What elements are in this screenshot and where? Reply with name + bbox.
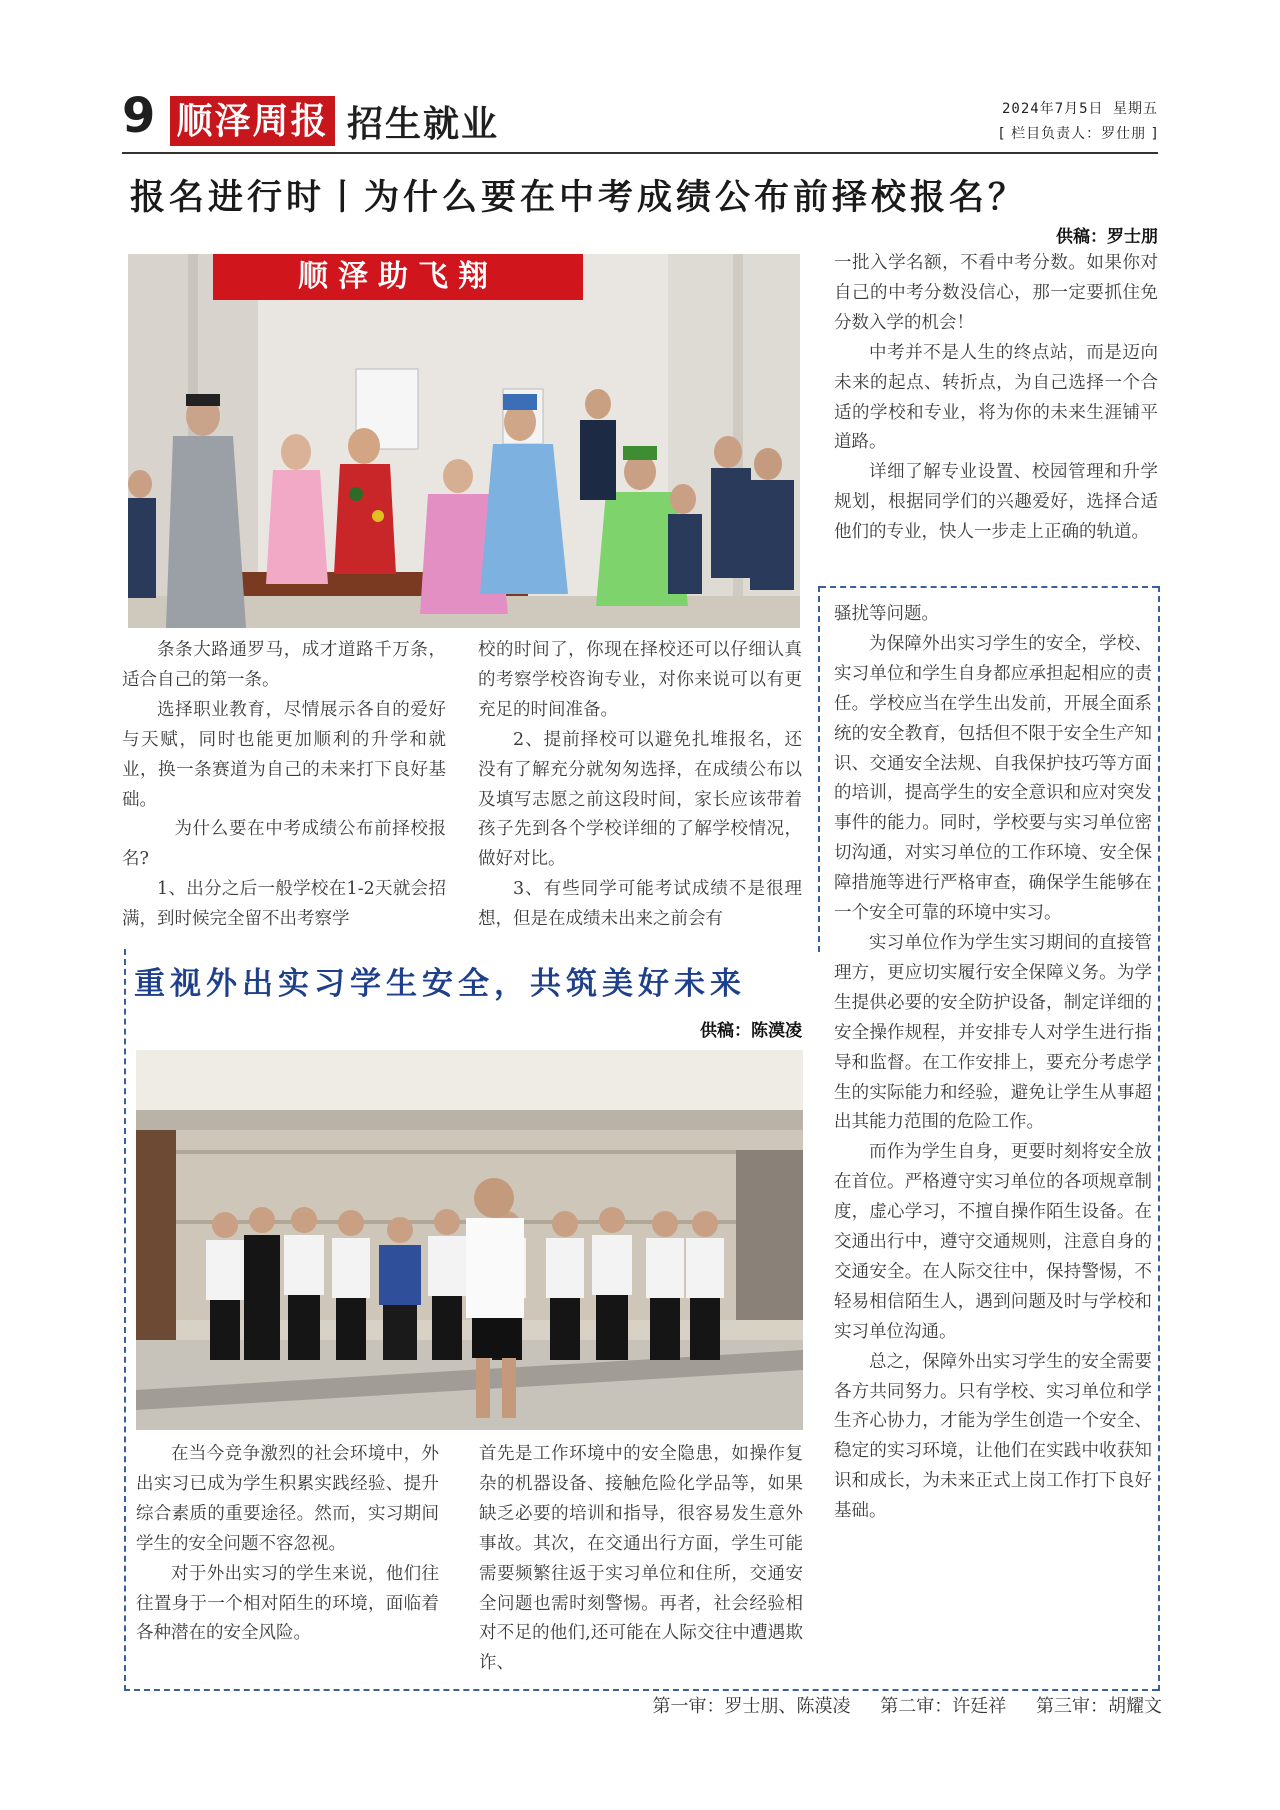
article2-box-bottom <box>124 1689 1158 1691</box>
article2-byline: 供稿：陈漠凌 <box>700 1021 802 1041</box>
paragraph: 在当今竞争激烈的社会环境中，外出实习已成为学生积累实践经验、提升综合素质的重要途径。然而，实习期间学生的安全问题不容忽视。 <box>136 1444 439 1554</box>
masthead-logo: 顺泽周报 <box>170 96 335 146</box>
article2-column-2 <box>479 1440 803 1679</box>
article2-photo <box>136 1050 803 1430</box>
paragraph: 校的时间了，你现在择校还可以仔细认真的考察学校咨询专业，对你来说可以有更充足的时间准备。 <box>478 640 802 720</box>
column-editor: [ 栏目负责人：罗仕朋 ] <box>999 126 1158 142</box>
paragraph: 总之，保障外出实习学生的安全需要各方共同努力。只有学校、实习单位和学生齐心协力，才能为学生创造一个安全、稳定的实习环境，让他们在实践中收获知识和成长，为未来正式上岗工作打下良好基础。 <box>834 1351 1152 1522</box>
article1-photo <box>128 254 800 628</box>
article2-column-3 <box>834 600 1152 1527</box>
paragraph: 骚扰等问题。 <box>834 604 939 624</box>
paragraph: 详细了解专业设置、校园管理和升学规划，根据同学们的兴趣爱好，选择合适他们的专业，快人一步走上正确的轨道。 <box>834 462 1158 543</box>
paragraph: 2、提前择校可以避免扎堆报名，还没有了解充分就匆匆选择，在成绩公布以及填写志愿之前这段时间，家长应该带着孩子先到各个学校详细的了解学校情况，做好对比。 <box>478 729 802 870</box>
article1-byline: 供稿：罗士朋 <box>1056 227 1158 247</box>
paragraph: 条条大路通罗马，成才道路千万条，适合自己的第一条。 <box>122 640 446 690</box>
banner-text: 顺泽助飞翔 <box>298 259 498 294</box>
article1-column-1 <box>122 636 446 935</box>
third-review: 第三审：胡耀文 <box>1036 1696 1162 1717</box>
second-review: 第二审：许廷祥 <box>880 1696 1007 1717</box>
paragraph: 一批入学名额，不看中考分数。如果你对自己的中考分数没信心，那一定要抓住免分数入学的机会！ <box>834 253 1158 333</box>
paragraph: 实习单位作为学生实习期间的直接管理方，更应切实履行安全保障义务。为学生提供必要的安全防护设备，制定详细的安全操作规程，并安排专人对学生进行指导和监督。在工作安排上，要充分考虑学生的实际能力和经验，避免让学生从事超出其能力范围的危险工作。 <box>834 932 1152 1133</box>
article1-headline: 报名进行时丨为什么要在中考成绩公布前择校报名？ <box>130 178 1028 218</box>
article2-box-left <box>124 949 126 1691</box>
page-number: 9 <box>122 88 156 144</box>
article1-column-2 <box>478 636 802 935</box>
paragraph: 1、出分之后一般学校在1-2天就会招满，到时候完全留不出考察学 <box>122 879 446 930</box>
paragraph: 为保障外出实习学生的安全，学校、实习单位和学生自身都应承担起相应的责任。学校应当在学生出发前，开展全面系统的安全教育，包括但不限于安全生产知识、交通安全法规、自我保护技巧等方面的培训，提高学生的安全意识和应对突发事件的能力。同时，学校要与实习单位密切沟通，对实习单位的工作环境、安全保障措施等进行严格审查，确保学生能够在一个安全可靠的环境中实习。 <box>834 633 1152 924</box>
paragraph: 首先是工作环境中的安全隐患，如操作复杂的机器设备、接触危险化学品等，如果缺乏必要的培训和指导，很容易发生意外事故。其次，在交通出行方面，学生可能需要频繁往返于实习单位和住所，交通安全问题也需时刻警惕。再者，社会经验相对不足的他们,还可能在人际交往中遭遇欺诈、 <box>479 1444 803 1674</box>
article1-column-3 <box>834 249 1158 548</box>
students-group-image <box>136 1050 803 1430</box>
stage-performance-image <box>128 254 800 628</box>
section-title: 招生就业 <box>347 104 500 145</box>
article2-column-1 <box>136 1440 439 1649</box>
issue-date: 2024年7月5日 星期五 <box>1001 101 1158 117</box>
header-divider <box>122 152 1158 154</box>
article2-box-inner <box>818 586 820 952</box>
paragraph: 为什么要在中考成绩公布前择校报名? <box>122 819 446 870</box>
paragraph: 选择职业教育，尽情展示各自的爱好与天赋，同时也能更加顺利的升学和就业，换一条赛道为自己的未来打下良好基础。 <box>122 699 446 810</box>
article2-headline: 重视外出实习学生安全，共筑美好未来 <box>134 966 746 1002</box>
paragraph: 3、有些同学可能考试成绩不是很理想，但是在成绩未出来之前会有 <box>478 879 802 930</box>
paragraph: 而作为学生自身，更要时刻将安全放在首位。严格遵守实习单位的各项规章制度，虚心学习，不擅自操作陌生设备。在交通出行中，遵守交通规则，注意自身的交通安全。在人际交往中，保持警惕，不轻易相信陌生人，遇到问题及时与学校和实习单位沟通。 <box>834 1142 1152 1342</box>
article2-box-right <box>1158 586 1160 1691</box>
review-credits <box>629 1692 1162 1718</box>
paragraph: 对于外出实习的学生来说，他们往往置身于一个相对陌生的环境，面临着各种潜在的安全风险。 <box>136 1563 439 1644</box>
first-review: 第一审：罗士朋、陈漠凌 <box>652 1696 851 1717</box>
article2-box-top <box>820 586 1158 588</box>
paragraph: 中考并不是人生的终点站，而是迈向未来的起点、转折点，为自己选择一个合适的学校和专业，将为你的未来生涯铺平道路。 <box>834 342 1158 453</box>
